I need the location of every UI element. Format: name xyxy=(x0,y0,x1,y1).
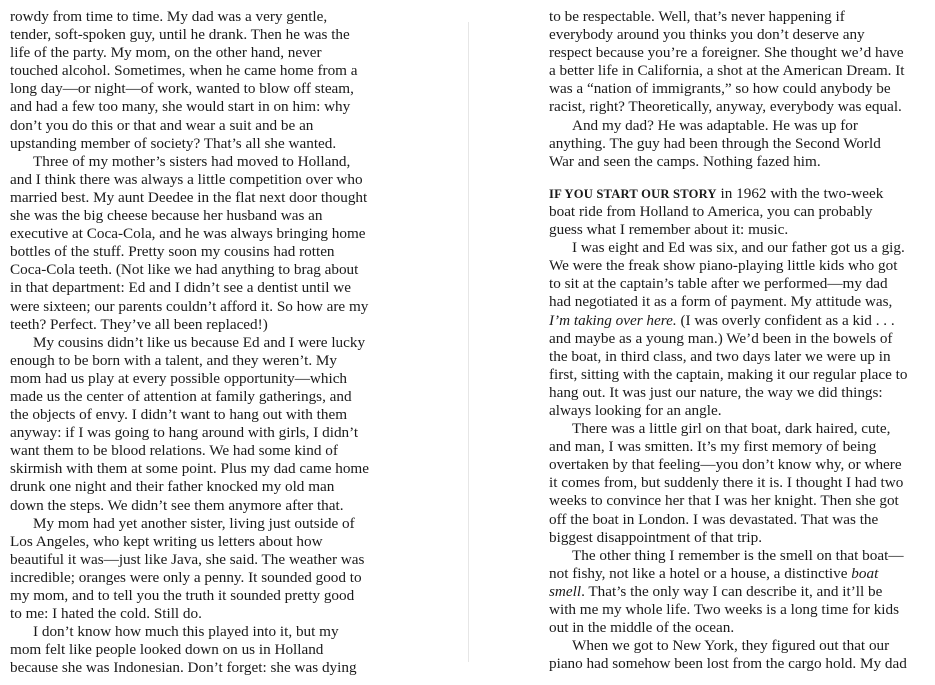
text-line: Three of my mother’s sisters had moved to Holland, xyxy=(33,152,351,170)
text-line: everybody around you thinks you don’t deserve any xyxy=(549,26,865,44)
page-gutter xyxy=(468,22,469,662)
text-line: want them to be blood relations. We had some kind of xyxy=(10,442,338,460)
text-line: My cousins didn’t like us because Ed and I were lucky xyxy=(33,333,366,351)
text-line: touched alcohol. Sometimes, when he came home from a xyxy=(10,62,358,80)
text-line: because she was Indonesian. Don’t forget: she was dying xyxy=(10,659,357,677)
text-line: upstanding member of society? That’s all she wanted. xyxy=(10,134,337,152)
text-line: incredible; oranges were only a penny. It sounded good to xyxy=(10,568,362,586)
italic-phrase: I’m taking over here. xyxy=(549,311,677,329)
text-line: had negotiated it as a form of payment. My attitude was, xyxy=(549,293,893,311)
text-line: a better life in California, a shot at the American Dream. It xyxy=(549,62,905,80)
paragraph xyxy=(10,153,390,334)
text-line: enough to be born with a talent, and they weren’t. My xyxy=(10,351,338,369)
text-line: with me my whole life. Two weeks is a long time for kids xyxy=(549,601,900,618)
text-line: and man, I was smitten. It’s my first memory of being xyxy=(549,438,877,456)
text-line: racist, right? Theoretically, anyway, everybody was equal. xyxy=(549,98,902,116)
text-line: Coca-Cola teeth. (Not like we had anything to brag about xyxy=(10,261,359,279)
section-lead-in: IF YOU START OUR STORY xyxy=(549,186,717,201)
text-line: to me: I hated the cold. Still do. xyxy=(10,605,202,623)
text-line: And my dad? He was adaptable. He was up for xyxy=(572,116,858,134)
paragraph xyxy=(549,547,929,637)
text-line: Los Angeles, who kept writing us letters about how xyxy=(10,532,323,550)
paragraph xyxy=(10,8,390,153)
text-line: We were the freak show piano-playing little kids who got xyxy=(549,257,898,275)
text-line: piano had somehow been lost from the cargo hold. My dad xyxy=(549,655,907,673)
italic-phrase: boat xyxy=(851,564,879,582)
section-break xyxy=(549,171,929,185)
text-line: bottles of the stuff. Pretty soon my cousins had rotten xyxy=(10,243,335,261)
left-page xyxy=(0,0,466,685)
text-line: There was a little girl on that boat, dark haired, cute, xyxy=(572,420,891,438)
text-line: don’t you do this or that and wear a suit and be an xyxy=(10,116,314,134)
right-page xyxy=(470,0,935,685)
text-line: boat ride from Holland to America, you can probably xyxy=(549,202,873,220)
text-line: respect because you’re a foreigner. She thought we’d have xyxy=(549,44,904,62)
text-line: life of the party. My mom, on the other hand, never xyxy=(10,44,322,62)
text-line: my mom, and to tell you the truth it sounded pretty good xyxy=(10,587,355,604)
text-line: hang out. It was just our nature, the way we did things: xyxy=(549,383,883,401)
text-run: . That’s the only way I can describe it, and it’ll be xyxy=(581,582,883,600)
text-line: skirmish with them at some point. Plus my dad came home xyxy=(10,460,369,478)
text-line: anyway: if I was going to hang around with girls, I didn’t xyxy=(10,424,359,442)
text-line: and maybe as a young man.) We’d been in the bowels of xyxy=(549,329,893,347)
text-line: in that department: Ed and I didn’t see a dentist until we xyxy=(10,279,351,297)
paragraph xyxy=(10,515,390,624)
text-line: the objects of envy. I didn’t want to hang out with them xyxy=(10,406,348,424)
text-line: was a “nation of immigrants,” so how could anybody be xyxy=(549,80,891,98)
text-line: she was the big cheese because her husband was an xyxy=(10,207,323,225)
text-line: long day—or night—of work, wanted to blow off steam, xyxy=(10,80,354,98)
paragraph xyxy=(549,239,929,420)
text-line: overtaken by that feeling—you don’t know why, or where xyxy=(549,456,902,474)
text-line: to sit at the captain’s table after we performed—my dad xyxy=(549,275,888,293)
text-run: (I was overly confident as a kid . . . xyxy=(676,311,895,329)
left-page-text xyxy=(10,8,390,677)
text-line: married best. My aunt Deedee in the flat next door thought xyxy=(10,188,368,206)
text-line: weeks to convince her that I was her knight. Then she got xyxy=(549,492,899,510)
text-line: to be respectable. Well, that’s never happening if xyxy=(549,8,845,25)
paragraph xyxy=(10,623,390,677)
text-line: War and seen the camps. Nothing fazed him. xyxy=(549,152,821,170)
text-line: My mom had yet another sister, living just outside of xyxy=(33,514,355,532)
text-line: guess what I remember about it: music. xyxy=(549,221,789,239)
text-line: made us the center of attention at family gatherings, and xyxy=(10,387,352,405)
text-line: and had a few too many, she would start in on him: why xyxy=(10,98,351,116)
paragraph xyxy=(549,420,929,547)
text-line xyxy=(549,565,929,583)
text-line: and I think there was always a little competition over who xyxy=(10,170,363,188)
text-line: When we got to New York, they figured out that our xyxy=(572,637,890,655)
text-line: anything. The guy had been through the Second World xyxy=(549,134,881,152)
text-run: in 1962 with the two-week xyxy=(716,184,884,202)
text-line: The other thing I remember is the smell on that boat— xyxy=(572,546,904,564)
text-run: not fishy, not like a hotel or a house, a distinctive xyxy=(549,564,852,582)
text-line: rowdy from time to time. My dad was a very gentle, xyxy=(10,8,328,25)
text-line: down the steps. We didn’t see them anymore after that. xyxy=(10,496,344,514)
text-line xyxy=(549,312,929,330)
text-line: drunk one night and their father knocked my old man xyxy=(10,478,335,496)
paragraph xyxy=(549,117,929,171)
text-line: beautiful it was—just like Java, she said. The weather was xyxy=(10,550,365,568)
text-line: the boat, in third class, and two days later we were up in xyxy=(549,347,891,365)
text-line: biggest disappointment of that trip. xyxy=(549,528,763,546)
text-line xyxy=(549,583,929,601)
text-line: always looking for an angle. xyxy=(549,401,722,419)
text-line: executive at Coca-Cola, and he was always bringing home xyxy=(10,225,366,243)
paragraph xyxy=(10,334,390,515)
text-line: it comes from, but suddenly there it is. I thought I had two xyxy=(549,474,904,492)
text-line: tender, soft-spoken guy, until he drank. Then he was the xyxy=(10,26,350,44)
paragraph xyxy=(549,637,929,673)
text-line: teeth? Perfect. They’ve all been replaced!) xyxy=(10,315,268,333)
text-line: first, sitting with the captain, making it our regular place to xyxy=(549,365,908,383)
text-line: out in the middle of the ocean. xyxy=(549,619,735,637)
text-line: I was eight and Ed was six, and our father got us a gig. xyxy=(572,239,905,257)
text-line: I don’t know how much this played into it, but my xyxy=(33,623,339,641)
text-line: mom had us play at every possible opportunity—which xyxy=(10,369,348,387)
text-line: were sixteen; our parents couldn’t afford it. So how are my xyxy=(10,297,369,315)
text-line: mom felt like people looked down on us in Holland xyxy=(10,641,324,659)
right-page-text xyxy=(549,8,929,673)
section-opening-paragraph xyxy=(549,185,929,239)
italic-phrase: smell xyxy=(549,582,582,600)
text-line xyxy=(549,185,929,203)
text-line: off the boat in London. I was devastated. That was the xyxy=(549,510,879,528)
paragraph xyxy=(549,8,929,117)
